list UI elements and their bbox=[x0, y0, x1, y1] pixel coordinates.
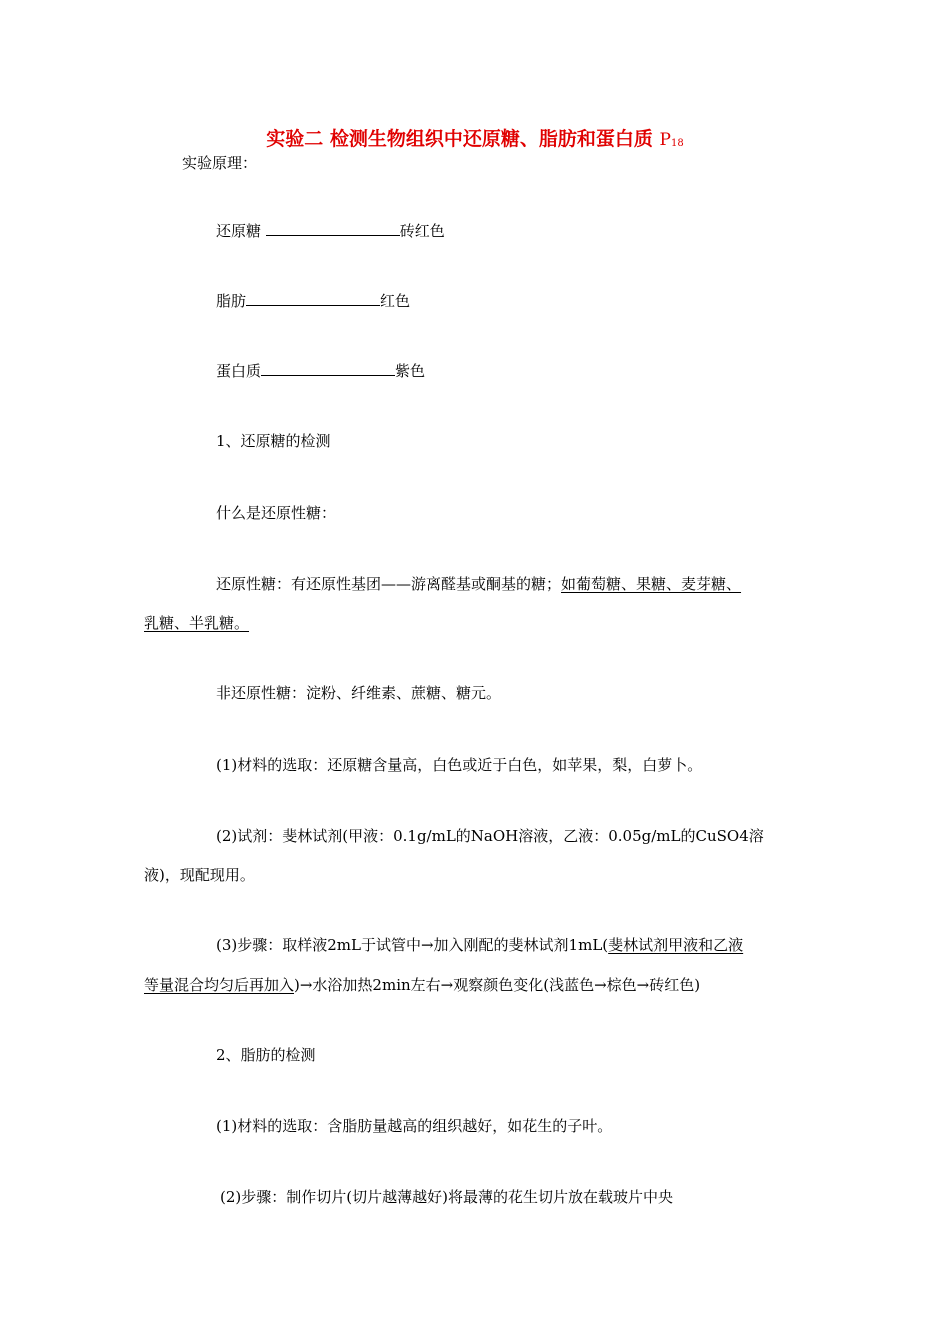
section1-question: 什么是还原性糖： bbox=[216, 504, 337, 522]
section1-heading: 1、还原糖的检测 bbox=[216, 432, 331, 450]
definition-examples: 如葡萄糖、果糖、麦芽糖、 bbox=[561, 575, 742, 593]
principle-item-reducing-sugar bbox=[216, 220, 445, 242]
item-color: 红色 bbox=[380, 292, 411, 310]
section2-heading: 2、脂肪的检测 bbox=[216, 1046, 316, 1064]
section1-reagent: (2)试剂：斐林试剂(甲液：0.1g/mL的NaOH溶液，乙液：0.05g/mL的CuSO4溶 bbox=[216, 827, 764, 845]
section1-material: (1)材料的选取：还原糖含量高，白色或近于白色，如苹果，梨，白萝卜。 bbox=[216, 756, 703, 774]
principle-item-fat bbox=[216, 290, 410, 312]
section2-steps: (2)步骤：制作切片(切片越薄越好)将最薄的花生切片放在载玻片中央 bbox=[220, 1188, 673, 1206]
principle-heading: 实验原理： bbox=[182, 154, 258, 172]
reducing-sugar-definition bbox=[216, 573, 741, 595]
fill-blank[interactable] bbox=[266, 221, 400, 236]
page-reference bbox=[660, 130, 684, 150]
item-name: 还原糖 bbox=[216, 222, 262, 240]
page-title bbox=[0, 124, 950, 151]
section2-material: (1)材料的选取：含脂肪量越高的组织越好，如花生的子叶。 bbox=[216, 1117, 613, 1135]
section1-steps-cont bbox=[144, 974, 700, 996]
page-ref-letter: P bbox=[659, 130, 671, 150]
item-color: 紫色 bbox=[395, 362, 426, 380]
item-name: 蛋白质 bbox=[216, 362, 262, 380]
fill-blank[interactable] bbox=[246, 291, 380, 306]
definition-lead: 还原性糖：有还原性基团——游离醛基或酮基的糖； bbox=[216, 575, 562, 593]
item-name: 脂肪 bbox=[216, 292, 247, 310]
title-text: 实验二 检测生物组织中还原糖、脂肪和蛋白质 bbox=[266, 128, 653, 150]
steps-underlined-cont: 等量混合均匀后再加入 bbox=[144, 976, 295, 994]
section1-reagent-cont: 液)，现配现用。 bbox=[144, 866, 255, 884]
non-reducing-sugar: 非还原性糖：淀粉、纤维素、蔗糖、糖元。 bbox=[216, 684, 502, 702]
section1-steps bbox=[216, 934, 743, 956]
steps-underlined: 斐林试剂甲液和乙液 bbox=[608, 936, 744, 954]
principle-item-protein bbox=[216, 360, 425, 382]
fill-blank[interactable] bbox=[261, 361, 395, 376]
definition-examples-cont: 乳糖、半乳糖。 bbox=[144, 614, 250, 632]
steps-text-cont: )→水浴加热2min左右→观察颜色变化(浅蓝色→棕色→砖红色) bbox=[294, 976, 701, 994]
item-color: 砖红色 bbox=[399, 222, 445, 240]
steps-text: (3)步骤：取样液2mL于试管中→加入刚配的斐林试剂1mL( bbox=[216, 936, 609, 954]
page-ref-number: 18 bbox=[670, 138, 684, 149]
